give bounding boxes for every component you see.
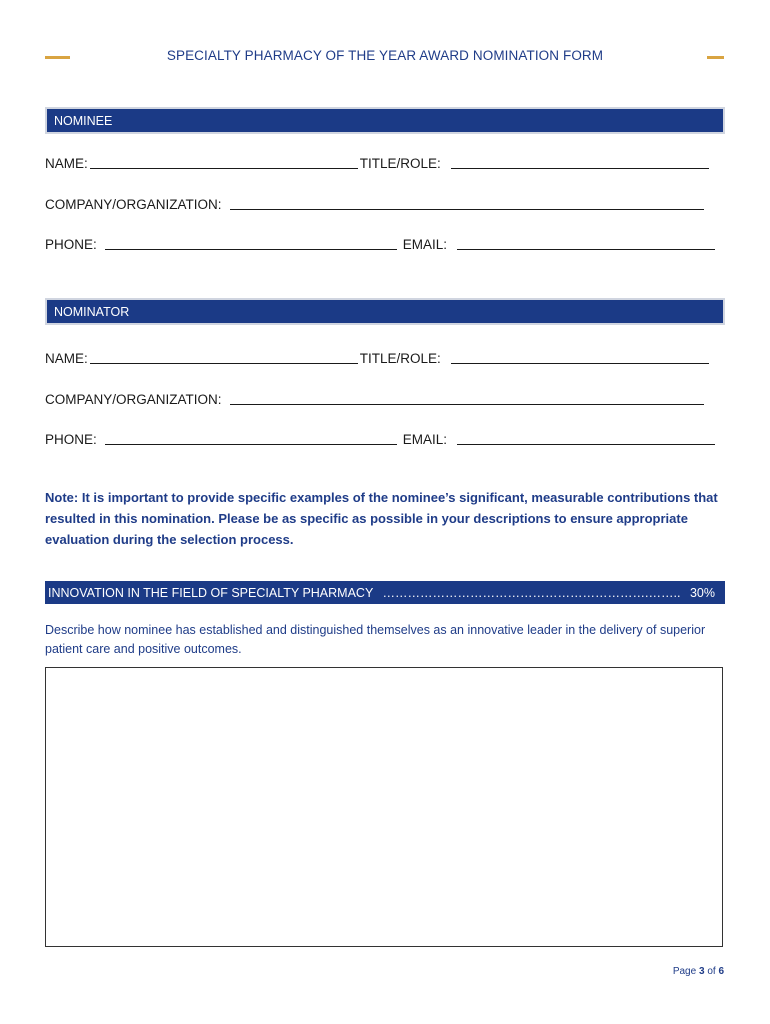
instruction-note: Note: It is important to provide specific examples of the nominee’s significant, measurable contributions that resulted in this nomination. Please be as specific as possible in your descriptions to ensure appropriate evaluation during the selection process. [45,490,718,547]
nominator-phone-field[interactable] [105,432,397,445]
page-title: SPECIALTY PHARMACY OF THE YEAR AWARD NOMINATION FORM [166,48,604,63]
current-page: 3 [698,966,705,977]
innovation-section-label [48,586,680,600]
header-accent-right [707,56,724,59]
innovation-response-box[interactable] [45,667,723,947]
nominee-phone-email-row [45,237,721,252]
nominator-name-field[interactable] [90,351,358,364]
nominator-phone-email-row [45,432,721,447]
nominator-company-row [45,392,721,407]
nominee-section-label: NOMINEE [54,113,113,128]
nominator-section-label: NOMINATOR [54,304,130,319]
nominee-name-title-row [45,156,721,171]
nominee-phone-label: PHONE: [45,237,97,252]
nominator-section-header [45,298,725,325]
page-word: Page [672,966,697,977]
nominator-title-label: TITLE/ROLE: [359,351,441,366]
nominee-title-label: TITLE/ROLE: [359,156,441,171]
innovation-description: Describe how nominee has established and distinguished themselves as an innovative leader in the delivery of superior patient care and positive outcomes. [45,623,706,656]
nominee-name-field[interactable] [90,156,358,169]
nominator-name-label: NAME: [45,351,88,366]
innovation-weight: 30% [689,585,715,600]
total-pages: 6 [718,966,724,977]
of-word: of [707,966,716,977]
nominee-company-row [45,197,721,212]
nominee-email-label: EMAIL: [402,237,448,252]
innovation-section-header [45,581,725,604]
nominator-company-field[interactable] [230,392,704,405]
page-number [673,966,724,977]
innovation-dot-leader: ……………………………………………………….…….. [382,585,681,600]
nominee-company-field[interactable] [230,197,704,210]
innovation-section-title: INNOVATION IN THE FIELD OF SPECIALTY PHARMACY [48,585,374,600]
nominator-phone-label: PHONE: [45,432,97,447]
nominator-company-label: COMPANY/ORGANIZATION: [45,392,222,407]
nominee-title-field[interactable] [451,156,709,169]
nominator-name-title-row [45,351,721,366]
nominator-title-field[interactable] [451,351,709,364]
nominator-email-field[interactable] [457,432,715,445]
nominee-section-header [45,107,725,134]
nominator-email-label: EMAIL: [402,432,448,447]
nominee-company-label: COMPANY/ORGANIZATION: [45,197,222,212]
nominee-email-field[interactable] [457,237,715,250]
nominee-phone-field[interactable] [105,237,397,250]
nominee-name-label: NAME: [45,156,88,171]
